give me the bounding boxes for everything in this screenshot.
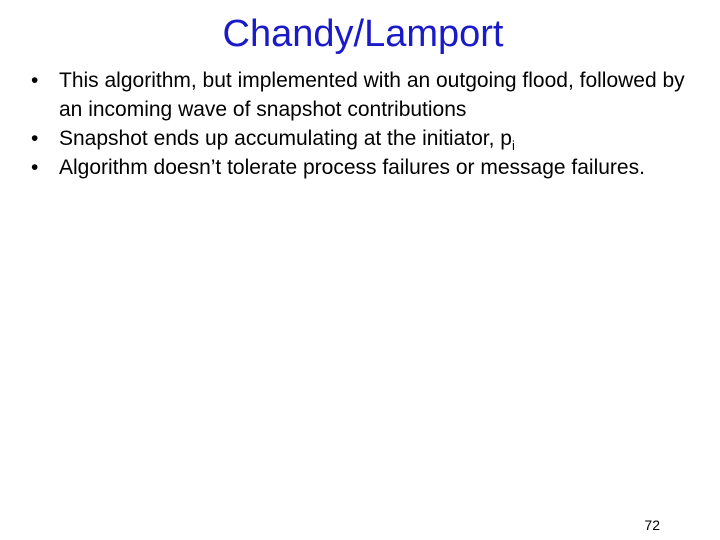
bullet-item	[31, 124, 711, 153]
bullet-text: This algorithm, but implemented with an outgoing flood, followed by an incoming wave of snapshot contributions	[59, 69, 685, 121]
bullet-list	[31, 66, 711, 182]
bullet-text: Snapshot ends up accumulating at the initiator, p	[59, 127, 512, 150]
bullet-subscript: i	[511, 138, 515, 153]
bullet-icon: •	[31, 156, 39, 179]
bullet-text: Algorithm doesn’t tolerate process failures or message failures.	[59, 156, 645, 179]
bullet-item	[31, 153, 711, 182]
slide-title: Chandy/Lamport	[222, 13, 504, 55]
bullet-item	[31, 66, 711, 124]
bullet-icon: •	[31, 69, 39, 92]
page-number: 72	[644, 517, 660, 533]
bullet-icon: •	[31, 127, 39, 150]
